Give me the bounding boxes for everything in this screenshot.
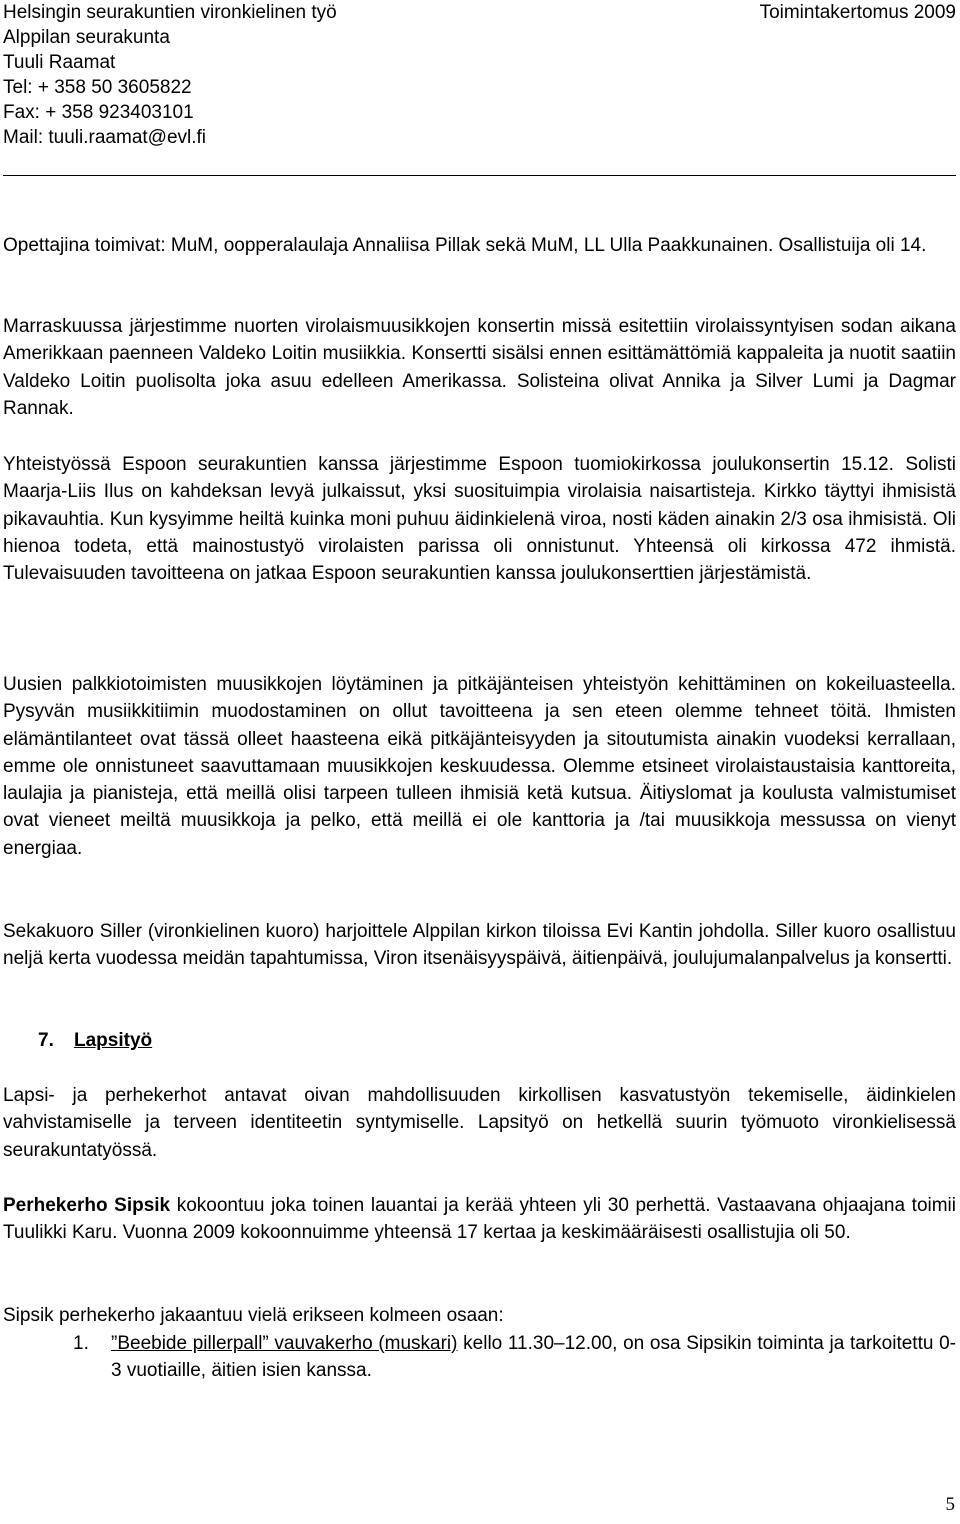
paragraph-november-concert: Marraskuussa järjestimme nuorten virolaismuusikkojen konsertin missä esitettiin virolaissyntyisen sodan aikana Amerikkaan paenneen Valdeko Loitin musiikkia. Konsertti sisälsi ennen esittämättömiä kappaleita ja nuotit saatiin Valdeko Loitin puolisolta joka asuu edelleen Amerikassa. Solisteina olivat Annika ja Silver Lumi ja Dagmar Rannak. xyxy=(3,316,956,419)
organization-name: Helsingin seurakuntien vironkielinen työ xyxy=(3,2,337,23)
paragraph-club-parts: Sipsik perhekerho jakaantuu vielä erikseen kolmeen osaan: xyxy=(3,1305,504,1326)
list-item-title: ”Beebide pillerpall” vauvakerho (muskari) xyxy=(111,1333,458,1354)
contact-fax: Fax: + 358 923403101 xyxy=(3,102,194,123)
contact-name: Tuuli Raamat xyxy=(3,52,116,73)
paragraph-family-club xyxy=(3,1192,956,1247)
letterhead xyxy=(3,0,956,150)
list-item-description: kello 11.30–12.00, on osa Sipsikin toiminta ja tarkoitettu 0-3 vuotiaille, äitien isien kanssa. xyxy=(111,1333,956,1382)
header-divider xyxy=(3,175,956,176)
paragraph-christmas-concert: Yhteistyössä Espoon seurakuntien kanssa järjestimme Espoon tuomiokirkossa joulukonsertin 15.12. Solisti Maarja-Liis Ilus on kahdeksan levyä julkaissut, yksi suosituimpia virolaisia naisartisteja. Kirkko täyttyi ihmisistä pikavauhtia. Kun kysyimme heiltä kuinka moni puhuu äidinkielenä viroa, nosti käden ainakin 2/3 osa ihmisistä. Oli hienoa todeta, että mainostustyö virolaisten parissa oli onnistunut. Yhteensä oli kirkossa 472 ihmistä. Tulevaisuuden tavoitteena on jatkaa Espoon seurakuntien kanssa joulukonserttien järjestämistä. xyxy=(3,454,956,585)
section-number: 7. xyxy=(38,1030,54,1051)
section-title: Lapsityö xyxy=(74,1030,153,1051)
paragraph-teachers: Opettajina toimivat: MuM, oopperalaulaja Annaliisa Pillak sekä MuM, LL Ulla Paakkunainen. Osallistuija oli 14. xyxy=(3,235,927,256)
parish-name: Alppilan seurakunta xyxy=(3,27,170,48)
family-club-text: kokoontuu joka toinen lauantai ja kerää yhteen yli 30 perhettä. Vastaavana ohjaajana toimii Tuulikki Karu. Vuonna 2009 kokoonnuimme yhteensä 17 kertaa ja keskimääräisesti osallistujia oli 50. xyxy=(3,1195,956,1244)
section-heading xyxy=(38,1027,152,1054)
page-number: 5 xyxy=(945,1494,955,1515)
list-item-text xyxy=(111,1330,956,1385)
contact-email: Mail: tuuli.raamat@evl.fi xyxy=(3,127,207,148)
paragraph-musicians: Uusien palkkiotoimisten muusikkojen löytäminen ja pitkäjänteisen yhteistyön kehittäminen on kokeiluasteella. Pysyvän musiikkitiimin muodostaminen on ollut tavoitteena ja sen eteen olemme tehneet töitä. Ihmisten elämäntilanteet ovat tässä olleet haasteena eikä pitkäjänteisyyden ja sitoutumista ainakin vuodeksi kerrallaan, emme ole onnistuneet saavuttamaan muusikkojen keskuudessa. Olemme etsineet virolaistaustaisia kanttoreita, laulajia ja pianisteja, että meillä olisi tarpeen tulleen ihmisiä ketä kutsua. Äitiyslomat ja koulusta valmistumiset ovat vieneet meiltä muusikkoja ja pelko, että meillä ei ole kanttoria ja /tai muusikkoja messussa on vienyt energiaa. xyxy=(3,674,956,859)
list-item-number: 1. xyxy=(73,1333,89,1354)
contact-phone: Tel: + 358 50 3605822 xyxy=(3,77,192,98)
paragraph-children-work: Lapsi- ja perhekerhot antavat oivan mahdollisuuden kirkollisen kasvatustyön tekemiselle, äidinkielen vahvistamiselle ja terveen identiteetin syntymiselle. Lapsityö on hetkellä suurin työmuoto vironkielisessä seurakuntatyössä. xyxy=(3,1085,956,1161)
paragraph-choir: Sekakuoro Siller (vironkielinen kuoro) harjoittele Alppilan kirkon tiloissa Evi Kantin johdolla. Siller kuoro osallistuu neljä kerta vuodessa meidän tapahtumissa, Viron itsenäisyyspäivä, äitienpäivä, joulujumalanpalvelus ja konsertti. xyxy=(3,921,956,970)
family-club-name: Perhekerho Sipsik xyxy=(3,1195,171,1216)
report-title: Toimintakertomus 2009 xyxy=(759,2,956,23)
